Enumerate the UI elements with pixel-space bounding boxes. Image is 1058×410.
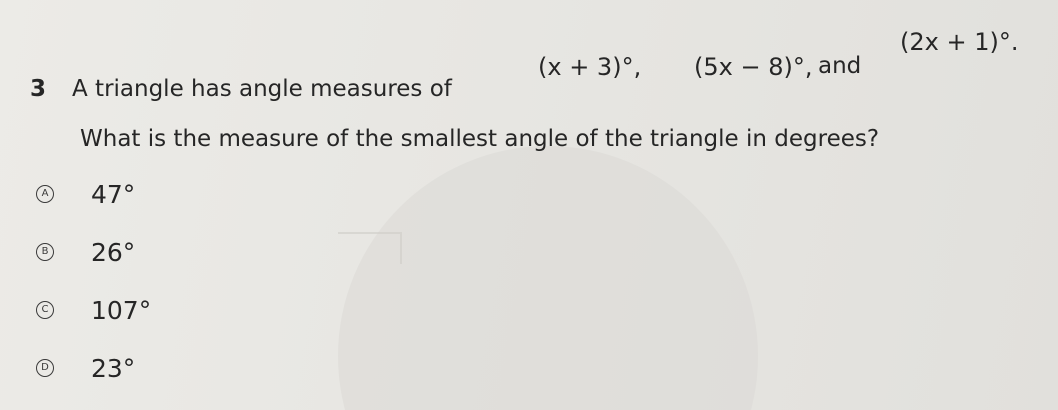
bleed-through-circle [338,146,758,410]
choice-a-value: 47° [91,179,136,209]
choice-d-bubble[interactable]: D [36,359,54,377]
bleed-through-right-angle-mark [338,232,402,264]
choice-d-value: 23° [91,353,136,383]
choice-c-value: 107° [91,295,152,325]
question-prompt: What is the measure of the smallest angle of the triangle in degrees? [80,126,880,152]
choice-b-bubble[interactable]: B [36,243,54,261]
question-number: 3 [30,76,47,102]
choice-b-value: 26° [91,237,136,267]
choice-c-bubble[interactable]: C [36,301,54,319]
connector-word: and [818,53,862,79]
choice-a-bubble[interactable]: A [36,185,54,203]
choice-d[interactable] [36,348,136,388]
angle-expression-3: (2x + 1)°. [900,28,1019,56]
angle-expression-2: (5x − 8)°, [694,53,813,81]
question-stem: A triangle has angle measures of [72,76,452,102]
choice-b[interactable] [36,232,136,272]
choice-a[interactable] [36,174,136,214]
angle-expression-1: (x + 3)°, [538,53,642,81]
choice-c[interactable] [36,290,152,330]
